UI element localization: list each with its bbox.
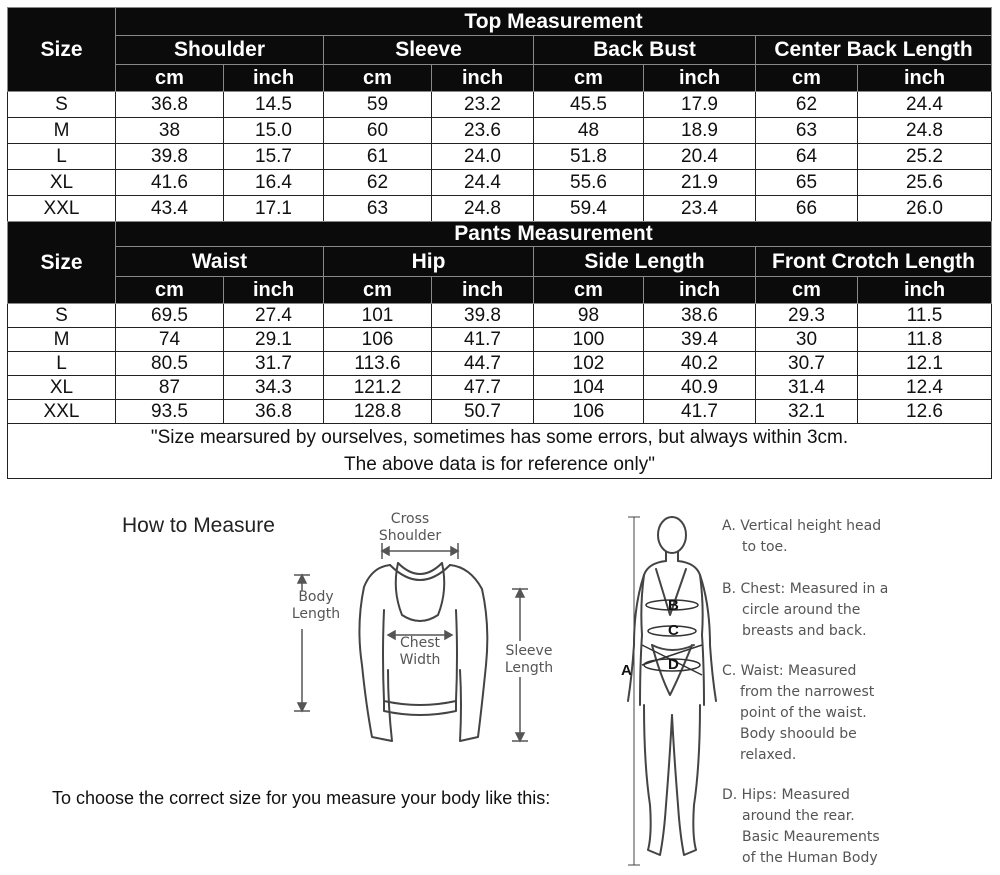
unit-header: inch — [432, 65, 534, 92]
measurement-cell: 106 — [324, 328, 432, 352]
measurement-cell: 36.8 — [224, 400, 324, 424]
measurement-cell: 74 — [116, 328, 224, 352]
column-group-header: Back Bust — [534, 36, 756, 65]
column-group-header: Center Back Length — [756, 36, 992, 65]
cross-shoulder-label: Cross Shoulder — [378, 511, 442, 544]
measurement-cell: 24.4 — [858, 92, 992, 118]
measurement-cell: 38.6 — [644, 304, 756, 328]
measurement-cell: 62 — [324, 170, 432, 196]
note-line-1: "Size mearsured by ourselves, sometimes has some errors, but always within 3cm. — [150, 427, 849, 448]
measurement-cell: 32.1 — [756, 400, 858, 424]
unit-header: cm — [116, 65, 224, 92]
measurement-cell: 59.4 — [534, 196, 644, 222]
measurement-cell: 128.8 — [324, 400, 432, 424]
table-title: Top Measurement — [116, 8, 992, 36]
measurement-cell: 87 — [116, 376, 224, 400]
measurement-cell: 44.7 — [432, 352, 534, 376]
column-group-header: Waist — [116, 247, 324, 277]
measurement-cell: 101 — [324, 304, 432, 328]
size-cell: XL — [8, 376, 116, 400]
table-title: Pants Measurement — [116, 222, 992, 247]
measurement-cell: 39.8 — [116, 144, 224, 170]
measurement-cell: 25.6 — [858, 170, 992, 196]
unit-header: cm — [324, 65, 432, 92]
measurement-cell: 24.4 — [432, 170, 534, 196]
table-row — [8, 352, 992, 376]
table-row — [8, 144, 992, 170]
measurement-cell: 61 — [324, 144, 432, 170]
measurement-cell: 45.5 — [534, 92, 644, 118]
measurement-cell: 25.2 — [858, 144, 992, 170]
measurement-cell: 39.4 — [644, 328, 756, 352]
unit-header: cm — [324, 277, 432, 304]
measurement-cell: 36.8 — [116, 92, 224, 118]
measurement-cell: 100 — [534, 328, 644, 352]
marker-b: B — [668, 597, 679, 614]
sleeve-length-label: Sleeve Length — [504, 643, 554, 676]
top-measurement-table — [7, 7, 992, 222]
table-row — [8, 304, 992, 328]
measurement-cell: 51.8 — [534, 144, 644, 170]
pants-measurement-table — [7, 221, 992, 479]
measurement-cell: 23.2 — [432, 92, 534, 118]
measurement-cell: 63 — [756, 118, 858, 144]
size-disclaimer-note — [8, 424, 992, 479]
measurement-cell: 48 — [534, 118, 644, 144]
size-cell: M — [8, 328, 116, 352]
unit-header: cm — [534, 277, 644, 304]
measurement-cell: 39.8 — [432, 304, 534, 328]
measurement-cell: 64 — [756, 144, 858, 170]
measurement-cell: 12.1 — [858, 352, 992, 376]
measurement-cell: 24.8 — [432, 196, 534, 222]
measurement-cell: 15.0 — [224, 118, 324, 144]
unit-header: inch — [858, 65, 992, 92]
measurement-cell: 11.5 — [858, 304, 992, 328]
measurement-cell: 11.8 — [858, 328, 992, 352]
measurement-cell: 63 — [324, 196, 432, 222]
column-group-header: Front Crotch Length — [756, 247, 992, 277]
choose-size-instruction: To choose the correct size for you measure your body like this: — [52, 788, 551, 808]
measurement-cell: 41.7 — [644, 400, 756, 424]
measurement-cell: 98 — [534, 304, 644, 328]
measurement-cell: 93.5 — [116, 400, 224, 424]
measurement-cell: 30 — [756, 328, 858, 352]
unit-header: cm — [116, 277, 224, 304]
marker-c: C — [668, 622, 679, 639]
unit-header: cm — [756, 65, 858, 92]
column-group-header: Hip — [324, 247, 534, 277]
size-cell: M — [8, 118, 116, 144]
measurement-cell: 14.5 — [224, 92, 324, 118]
measurement-cell: 20.4 — [644, 144, 756, 170]
measurement-cell: 47.7 — [432, 376, 534, 400]
measurement-cell: 29.1 — [224, 328, 324, 352]
table-row — [8, 92, 992, 118]
measurement-cell: 17.9 — [644, 92, 756, 118]
measurement-cell: 113.6 — [324, 352, 432, 376]
measurement-cell: 16.4 — [224, 170, 324, 196]
table-row — [8, 170, 992, 196]
column-group-header: Side Length — [534, 247, 756, 277]
measurement-cell: 60 — [324, 118, 432, 144]
body-figure-diagram — [600, 505, 720, 875]
measurement-cell: 65 — [756, 170, 858, 196]
measurement-cell: 17.1 — [224, 196, 324, 222]
note-hips: D. Hips: Measured around the rear. Basic Meaurements of the Human Body — [722, 787, 880, 866]
unit-header: inch — [644, 65, 756, 92]
measurement-cell: 41.6 — [116, 170, 224, 196]
measurement-cell: 27.4 — [224, 304, 324, 328]
measurement-cell: 80.5 — [116, 352, 224, 376]
measurement-cell: 106 — [534, 400, 644, 424]
note-waist: C. Waist: Measured from the narrowest point of the waist. Body shoould be relaxed. — [722, 663, 875, 763]
measurement-cell: 104 — [534, 376, 644, 400]
size-cell: S — [8, 92, 116, 118]
marker-a: A — [621, 662, 632, 679]
size-cell: L — [8, 352, 116, 376]
column-group-header: Shoulder — [116, 36, 324, 65]
column-group-header: Sleeve — [324, 36, 534, 65]
table-row — [8, 196, 992, 222]
body-length-label: Body Length — [291, 589, 341, 622]
note-chest: B. Chest: Measured in a circle around the breasts and back. — [722, 581, 889, 639]
note-line-2: The above data is for reference only" — [344, 454, 655, 475]
measurement-cell: 31.7 — [224, 352, 324, 376]
size-cell: XXL — [8, 196, 116, 222]
table-row — [8, 376, 992, 400]
measurement-cell: 12.6 — [858, 400, 992, 424]
note-height: A. Vertical height head to toe. — [722, 518, 882, 555]
measurement-cell: 66 — [756, 196, 858, 222]
unit-header: cm — [534, 65, 644, 92]
measurement-cell: 59 — [324, 92, 432, 118]
unit-header: inch — [224, 65, 324, 92]
marker-d: D — [668, 656, 679, 673]
size-header: Size — [8, 222, 116, 304]
measurement-cell: 23.6 — [432, 118, 534, 144]
measurement-cell: 40.9 — [644, 376, 756, 400]
measurement-cell: 23.4 — [644, 196, 756, 222]
measurement-cell: 18.9 — [644, 118, 756, 144]
unit-header: cm — [756, 277, 858, 304]
size-header: Size — [8, 8, 116, 92]
unit-header: inch — [224, 277, 324, 304]
measurement-cell: 15.7 — [224, 144, 324, 170]
measurement-cell: 34.3 — [224, 376, 324, 400]
measurement-cell: 102 — [534, 352, 644, 376]
unit-header: inch — [858, 277, 992, 304]
measurement-cell: 55.6 — [534, 170, 644, 196]
measurement-cell: 26.0 — [858, 196, 992, 222]
measurement-cell: 38 — [116, 118, 224, 144]
measurement-cell: 41.7 — [432, 328, 534, 352]
measurement-cell: 30.7 — [756, 352, 858, 376]
measurement-cell: 12.4 — [858, 376, 992, 400]
measurement-cell: 40.2 — [644, 352, 756, 376]
measurement-cell: 24.8 — [858, 118, 992, 144]
measurement-cell: 121.2 — [324, 376, 432, 400]
unit-header: inch — [432, 277, 534, 304]
unit-header: inch — [644, 277, 756, 304]
measurement-cell: 24.0 — [432, 144, 534, 170]
measurement-cell: 29.3 — [756, 304, 858, 328]
measurement-cell: 31.4 — [756, 376, 858, 400]
measurement-cell: 69.5 — [116, 304, 224, 328]
table-row — [8, 118, 992, 144]
measurement-cell: 62 — [756, 92, 858, 118]
table-row — [8, 328, 992, 352]
size-cell: L — [8, 144, 116, 170]
measurement-cell: 50.7 — [432, 400, 534, 424]
measurement-cell: 43.4 — [116, 196, 224, 222]
size-cell: XL — [8, 170, 116, 196]
size-cell: XXL — [8, 400, 116, 424]
how-to-measure-title: How to Measure — [122, 514, 275, 537]
table-row — [8, 400, 992, 424]
chest-width-label: Chest Width — [399, 635, 441, 668]
size-cell: S — [8, 304, 116, 328]
measurement-cell: 21.9 — [644, 170, 756, 196]
